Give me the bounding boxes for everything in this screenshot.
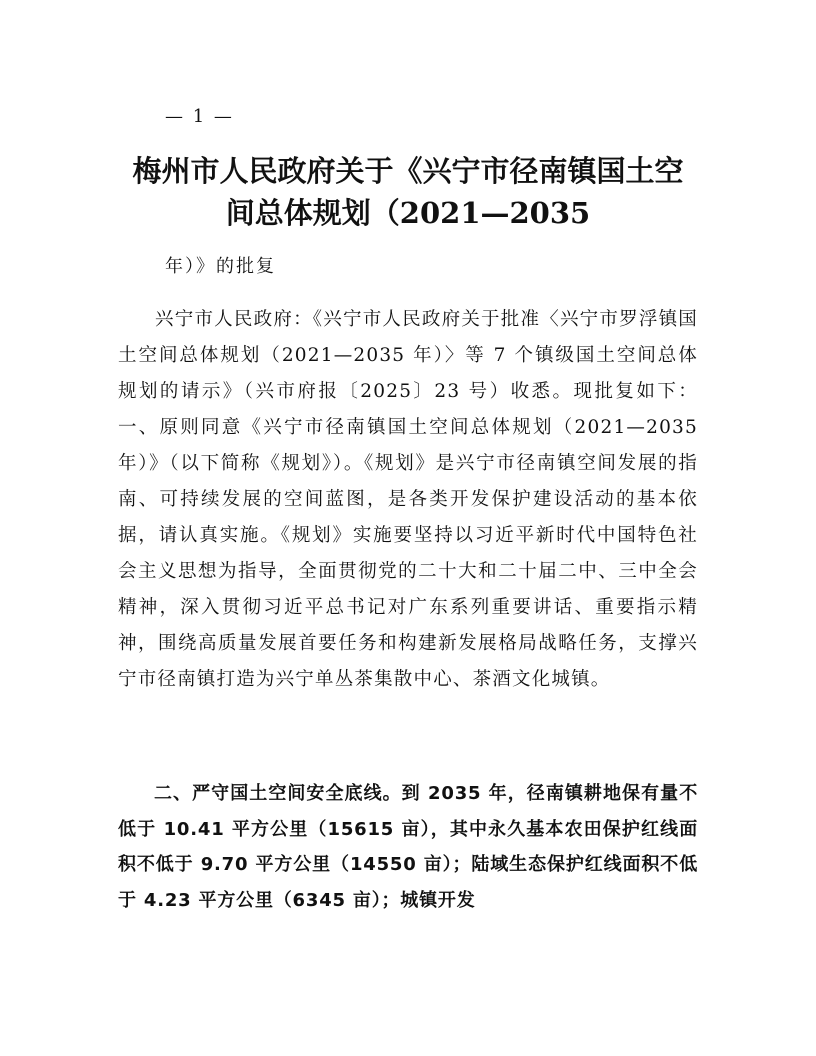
document-title-tail: 年）》的批复 [165, 256, 276, 277]
page-number: — 1 — [165, 106, 234, 127]
document-title-line-2: 间总体规划（2021—2035 [225, 196, 591, 230]
body-paragraph-1: 兴宁市人民政府：《兴宁市人民政府关于批准〈兴宁市罗浮镇国土空间总体规划（2021—2035 年）〉等 7 个镇级国土空间总体规划的请示》（兴市府报〔2025〕23 号）收悉。现批复如下：一、原则同意《兴宁市径南镇国土空间总体规划（2021—2035 年）》（以下简称《规划》）。《规划》是兴宁市径南镇空间发展的指南、可持续发展的空间蓝图，是各类开发保护建设活动的基本依据，请认真实施。《规划》实施要坚持以习近平新时代中国特色社会主义思想为指导，全面贯彻党的二十大和二十届二中、三中全会精神，深入贯彻习近平总书记对广东系列重要讲话、重要指示精神，围绕高质量发展首要任务和构建新发展格局战略任务，支撑兴宁市径南镇打造为兴宁单丛茶集散中心、茶酒文化城镇。 [118, 309, 698, 690]
document-title-line-1: 梅州市人民政府关于《兴宁市径南镇国土空 [132, 154, 684, 188]
body-paragraph-2: 二、严守国土空间安全底线。到 2035 年，径南镇耕地保有量不低于 10.41 平方公里（15615 亩），其中永久基本农田保护红线面积不低于 9.70 平方公里（14550 亩）；陆域生态保护红线面积不低于 4.23 平方公里（6345 亩）；城镇开发 [118, 783, 698, 911]
